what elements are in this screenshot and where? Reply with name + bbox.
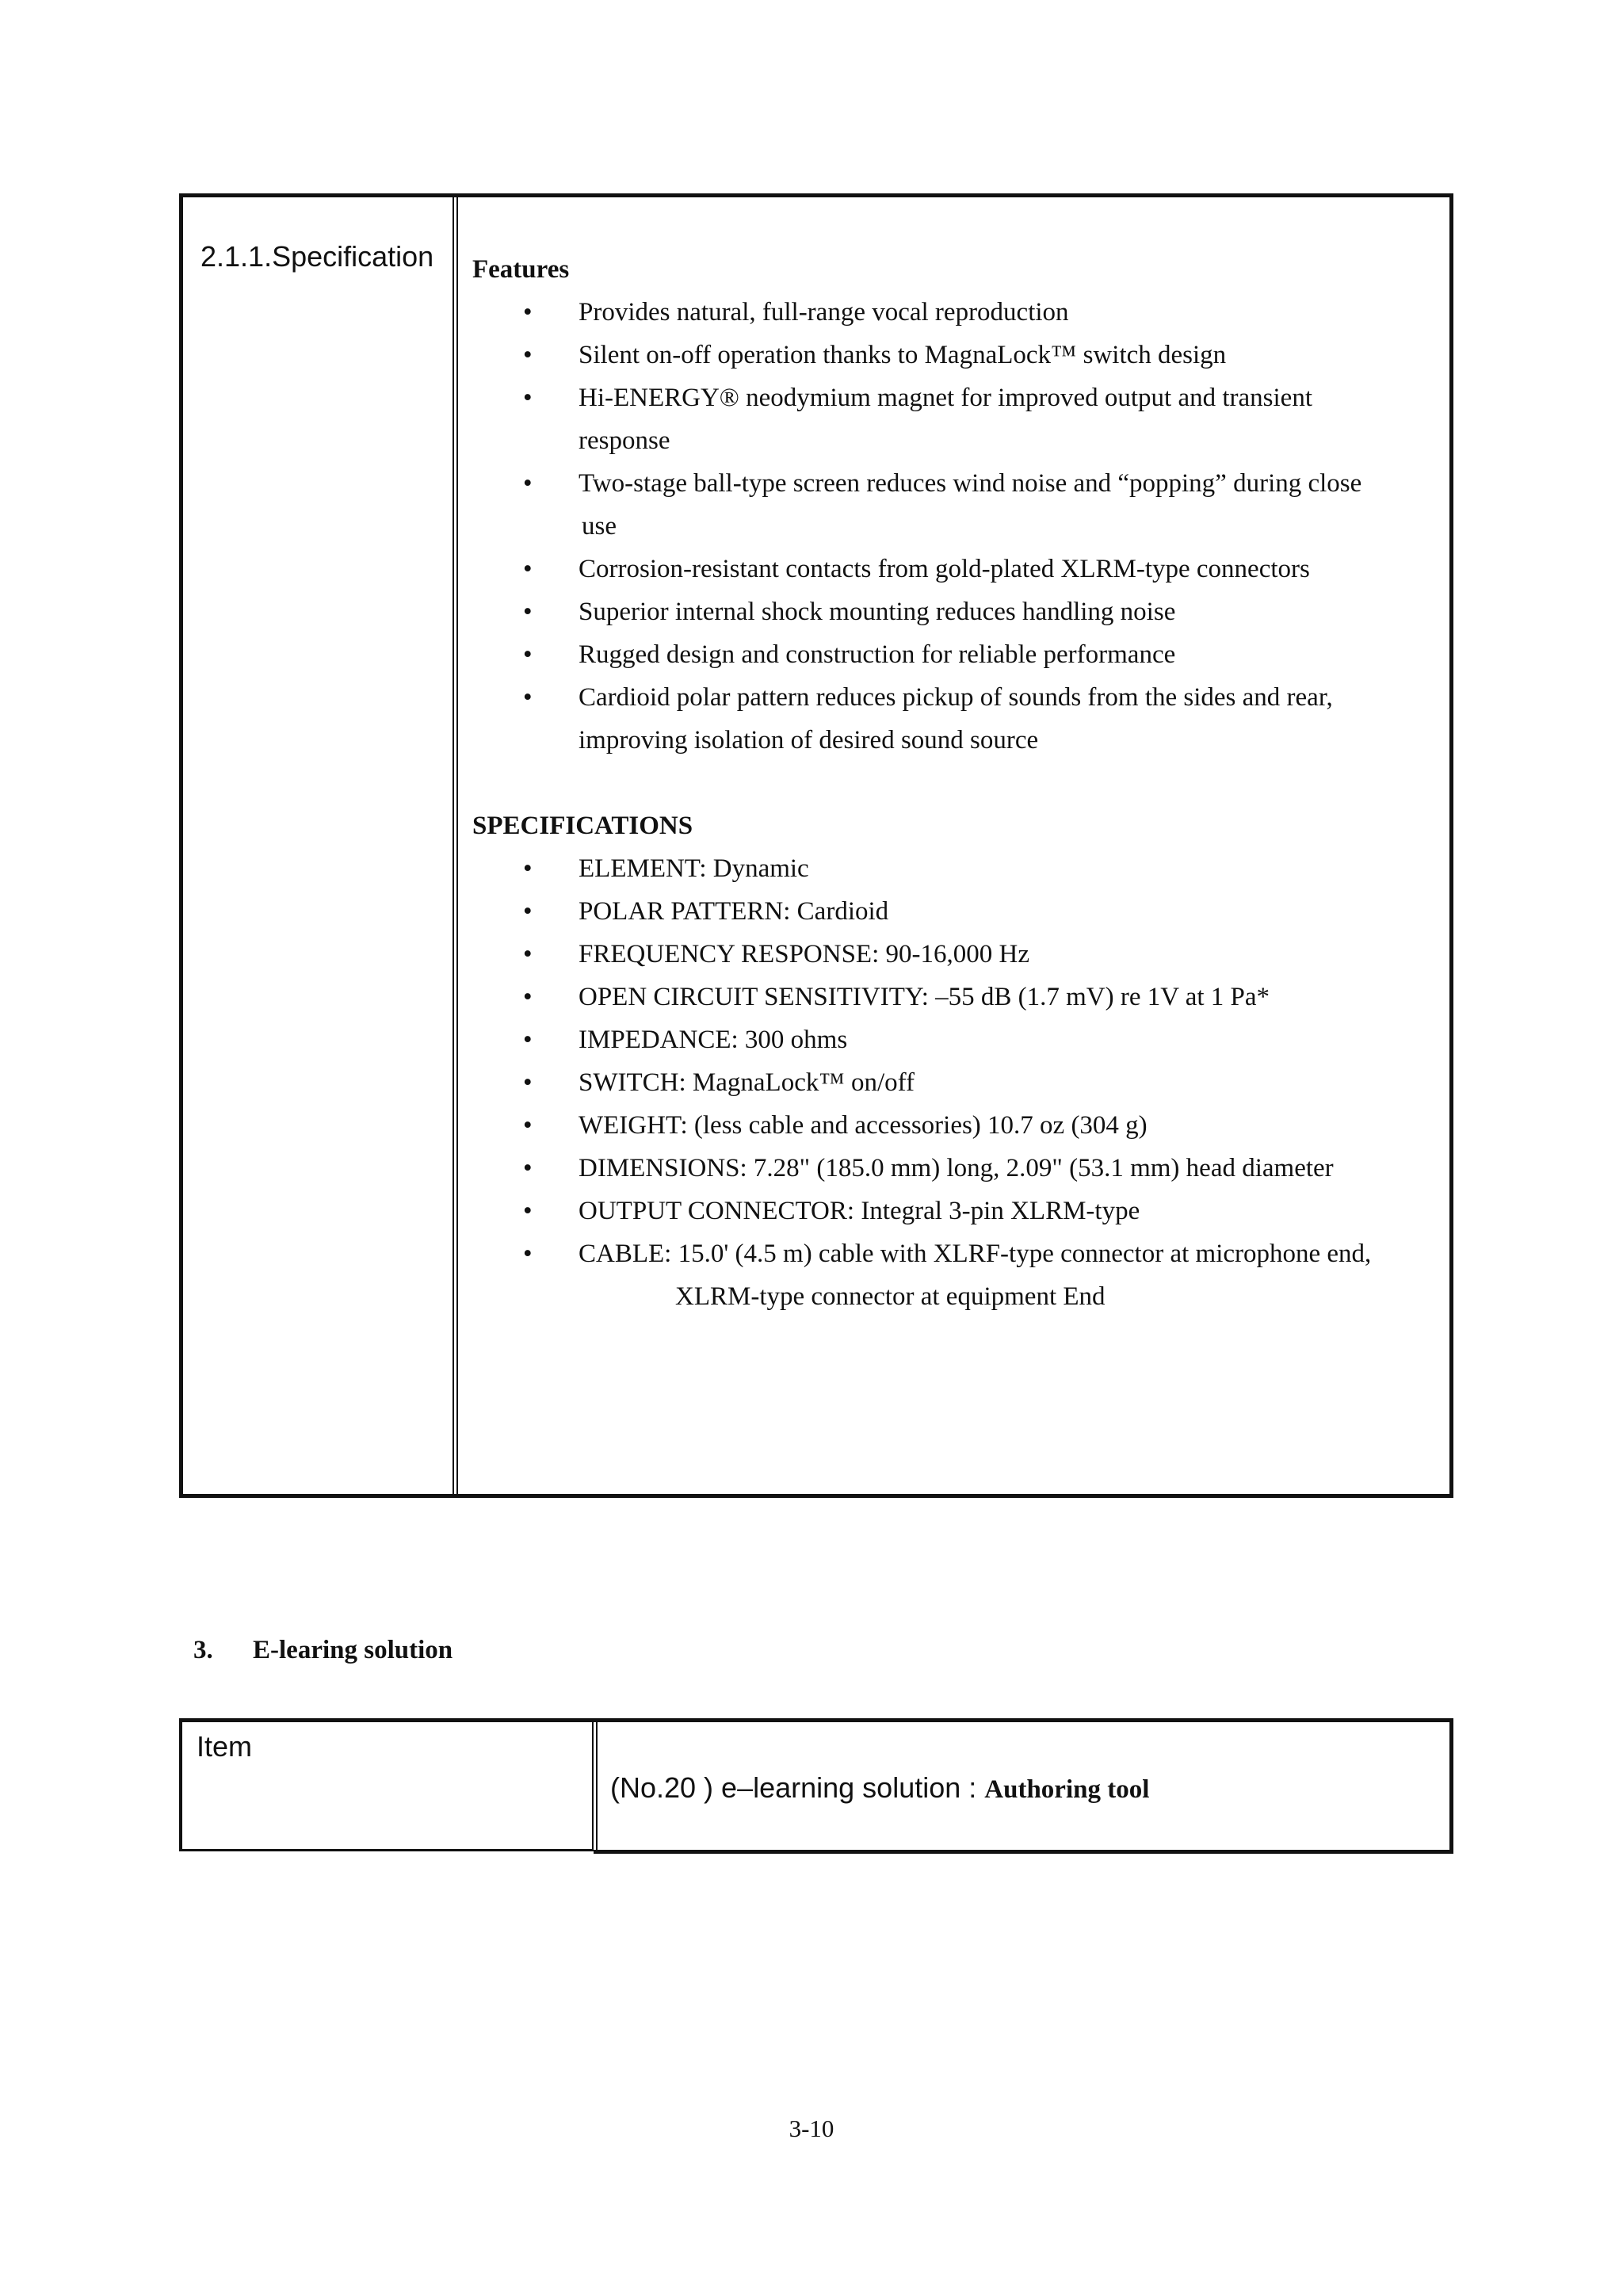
- features-list: [472, 291, 1423, 762]
- list-item: • Rugged design and construction for reliable performance: [523, 640, 1176, 669]
- list-item: • Hi-ENERGY® neodymium magnet for improved output and transient: [523, 384, 1312, 412]
- list-item: • Cardioid polar pattern reduces pickup of sounds from the sides and rear,: [523, 683, 1333, 712]
- item-label: Item: [197, 1730, 253, 1763]
- list-item: • CABLE: 15.0' (4.5 m) cable with XLRF-type connector at microphone end,: [523, 1240, 1372, 1268]
- list-item: • FREQUENCY RESPONSE: 90-16,000 Hz: [523, 940, 1029, 968]
- list-item: • OPEN CIRCUIT SENSITIVITY: –55 dB (1.7 mV) re 1V at 1 Pa*: [523, 983, 1270, 1011]
- item-value-prefix: (No.20 ) e–learning solution :: [610, 1771, 985, 1804]
- list-item: • Superior internal shock mounting reduces handling noise: [523, 598, 1176, 626]
- list-item: • SWITCH: MagnaLock™ on/off: [523, 1068, 915, 1097]
- specifications-list: [472, 847, 1423, 1275]
- list-item: • Corrosion-resistant contacts from gold-plated XLRM-type connectors: [523, 555, 1310, 583]
- list-item: • DIMENSIONS: 7.28" (185.0 mm) long, 2.09" (53.1 mm) head diameter: [523, 1154, 1334, 1182]
- section-title: E-learing solution: [253, 1636, 453, 1664]
- column-divider: [592, 1722, 598, 1851]
- spec-table: [179, 193, 1453, 1498]
- list-item: • POLAR PATTERN: Cardioid: [523, 897, 889, 926]
- list-item: • OUTPUT CONNECTOR: Integral 3-pin XLRM-type: [523, 1197, 1140, 1225]
- section-heading: [193, 1636, 453, 1665]
- table-border: [179, 1849, 594, 1851]
- list-item: • WEIGHT: (less cable and accessories) 10.7 oz (304 g): [523, 1111, 1148, 1140]
- item-value-bold: Authoring tool: [984, 1775, 1150, 1804]
- item-value: [610, 1771, 1149, 1805]
- specifications-heading: SPECIFICATIONS: [472, 812, 693, 840]
- page-number: 3-10: [789, 2115, 834, 2142]
- list-item: • ELEMENT: Dynamic: [523, 854, 809, 883]
- list-item: • IMPEDANCE: 300 ohms: [523, 1026, 848, 1054]
- list-item-continuation: response: [579, 426, 670, 455]
- column-divider: [453, 197, 458, 1494]
- list-item-continuation: improving isolation of desired sound source: [579, 726, 1039, 755]
- table-border: [594, 1850, 1453, 1854]
- list-item: • Provides natural, full-range vocal reproduction: [523, 298, 1069, 327]
- spec-content: [472, 248, 1423, 1318]
- list-item-continuation: use: [582, 512, 617, 541]
- features-heading: Features: [472, 255, 570, 284]
- item-table: [179, 1718, 1453, 1851]
- list-item: • Two-stage ball-type screen reduces wind noise and “popping” during close: [523, 469, 1362, 498]
- list-item: • Silent on-off operation thanks to MagnaLock™ switch design: [523, 341, 1227, 369]
- section-number: 3.: [193, 1636, 213, 1664]
- list-item-continuation: XLRM-type connector at equipment End: [675, 1282, 1106, 1311]
- spec-section-label: 2.1.1.Specification: [200, 240, 434, 273]
